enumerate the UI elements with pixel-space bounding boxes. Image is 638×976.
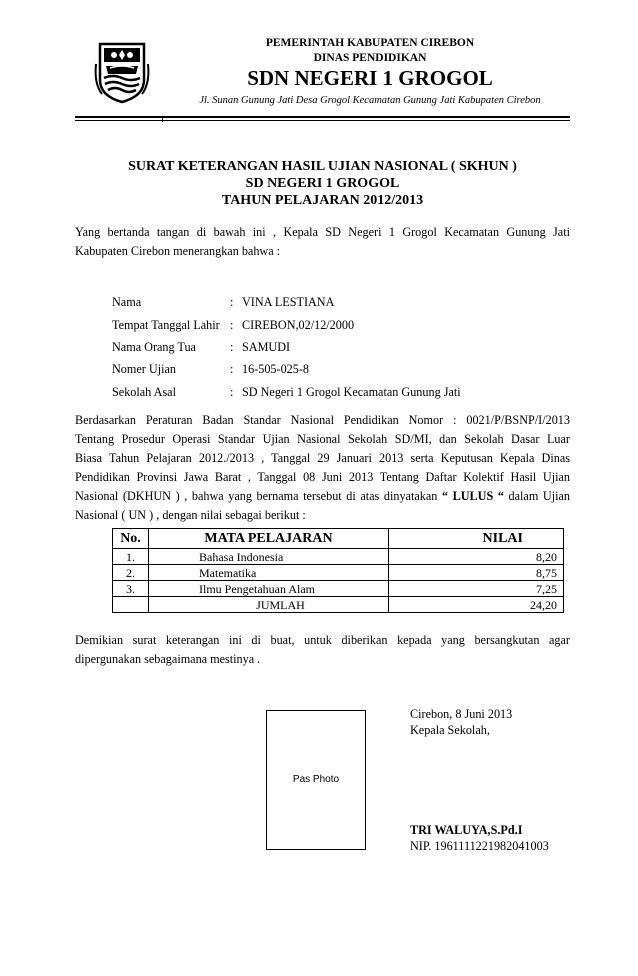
header-score: NILAI — [389, 529, 564, 549]
identity-colon: : — [230, 362, 234, 376]
identity-label: Sekolah Asal — [112, 385, 176, 399]
basis-text: dalam Ujian — [503, 489, 570, 503]
identity-label: Nomer Ujian — [112, 362, 176, 376]
identity-value: 16-505-025-8 — [242, 362, 310, 376]
header-no: No. — [113, 529, 149, 549]
table-row — [113, 565, 564, 581]
header-address: Jl. Sunan Gunung Jati Desa Grogol Kecamatan Gunung Jati Kabupaten Cirebon — [199, 95, 541, 106]
row-no: 2. — [113, 565, 149, 581]
closing-line: Demikian surat keterangan ini di buat, untuk diberikan kepada yang bersangkutan agar — [75, 633, 570, 647]
total-row — [113, 597, 564, 613]
status-lulus: “ LULUS “ — [441, 489, 504, 503]
identity-value: SAMUDI — [242, 340, 291, 354]
row-subject: Bahasa Indonesia — [149, 549, 389, 565]
basis-paragraph — [75, 411, 570, 525]
document-subtitle-school: SD NEGERI 1 GROGOL — [245, 176, 400, 191]
total-label: JUMLAH — [149, 597, 389, 613]
closing-paragraph — [75, 631, 570, 669]
identity-label: Nama Orang Tua — [112, 340, 196, 354]
signature-place-date: Cirebon, 8 Juni 2013 — [410, 707, 513, 721]
header-department: DINAS PENDIDIKAN — [313, 52, 427, 64]
basis-line: Biasa Tahun Pelajaran 2012./2013 , Tanggal 29 Januari 2013 serta Keputusan Kepala Dinas — [75, 451, 570, 465]
row-score: 8,20 — [389, 549, 564, 565]
header-rule-thin — [75, 120, 570, 121]
header-school-name: SDN NEGERI 1 GROGOL — [247, 66, 493, 90]
identity-colon: : — [230, 340, 234, 354]
identity-row-school — [112, 385, 461, 400]
identity-row-exam-number — [112, 362, 309, 377]
total-empty — [113, 597, 149, 613]
identity-colon: : — [230, 385, 234, 399]
photo-label: Pas Photo — [292, 774, 340, 785]
identity-row-name — [112, 295, 334, 310]
row-no: 3. — [113, 581, 149, 597]
signature-name: TRI WALUYA,S.Pd.I — [410, 823, 523, 837]
basis-line: Nasional ( UN ) , dengan nilai sebagai berikut : — [75, 508, 306, 522]
signature-nip: NIP. 1961111221982041003 — [410, 839, 549, 853]
basis-line: Pendidikan Provinsi Jawa Barat , Tanggal 08 Juni 2013 Tentang Daftar Kolektif Hasil Ujian — [75, 470, 570, 484]
identity-value: VINA LESTIANA — [242, 295, 335, 309]
table-row — [113, 581, 564, 597]
intro-line: Kabupaten Cirebon menerangkan bahwa : — [75, 244, 281, 258]
basis-line — [75, 487, 570, 506]
row-no: 1. — [113, 549, 149, 565]
intro-paragraph — [75, 223, 570, 261]
row-score: 8,75 — [389, 565, 564, 581]
identity-row-parent — [112, 340, 290, 355]
basis-line: Tentang Prosedur Operasi Standar Ujian Nasional Sekolah SD/MI, dan Sekolah Dasar Luar — [75, 432, 570, 446]
header-rule-thick — [75, 116, 570, 118]
table-row — [113, 549, 564, 565]
basis-line: Berdasarkan Peraturan Badan Standar Nasional Pendidikan Nomor : 0021/P/BSNP/I/2013 — [75, 413, 570, 427]
total-score: 24,20 — [389, 597, 564, 613]
closing-line: dipergunakan sebagaimana mestinya . — [75, 652, 261, 666]
header-subject: MATA PELAJARAN — [149, 529, 389, 549]
grades-header-row — [113, 529, 564, 549]
header-rule-tick — [162, 118, 163, 122]
identity-label: Tempat Tanggal Lahir — [112, 318, 220, 332]
identity-value: CIREBON,02/12/2000 — [242, 318, 355, 332]
signature-position: Kepala Sekolah, — [410, 723, 490, 737]
row-subject: Matematika — [149, 565, 389, 581]
document-subtitle-year: TAHUN PELAJARAN 2012/2013 — [221, 193, 424, 208]
identity-value: SD Negeri 1 Grogol Kecamatan Gunung Jati — [242, 385, 461, 399]
cirebon-seal-logo — [92, 40, 152, 104]
header-government: PEMERINTAH KABUPATEN CIREBON — [265, 37, 475, 49]
grades-table — [112, 528, 564, 613]
row-subject: Ilmu Pengetahuan Alam — [149, 581, 389, 597]
identity-row-birth — [112, 318, 354, 333]
identity-label: Nama — [112, 295, 142, 309]
identity-colon: : — [230, 295, 234, 309]
row-score: 7,25 — [389, 581, 564, 597]
intro-line: Yang bertanda tangan di bawah ini , Kepala SD Negeri 1 Grogol Kecamatan Gunung Jati — [75, 225, 570, 239]
basis-text: Nasional (DKHUN ) , bahwa yang bernama tersebut di atas dinyatakan — [75, 489, 442, 503]
document-title: SURAT KETERANGAN HASIL UJIAN NASIONAL ( SKHUN ) — [128, 159, 517, 174]
identity-colon: : — [230, 318, 234, 332]
